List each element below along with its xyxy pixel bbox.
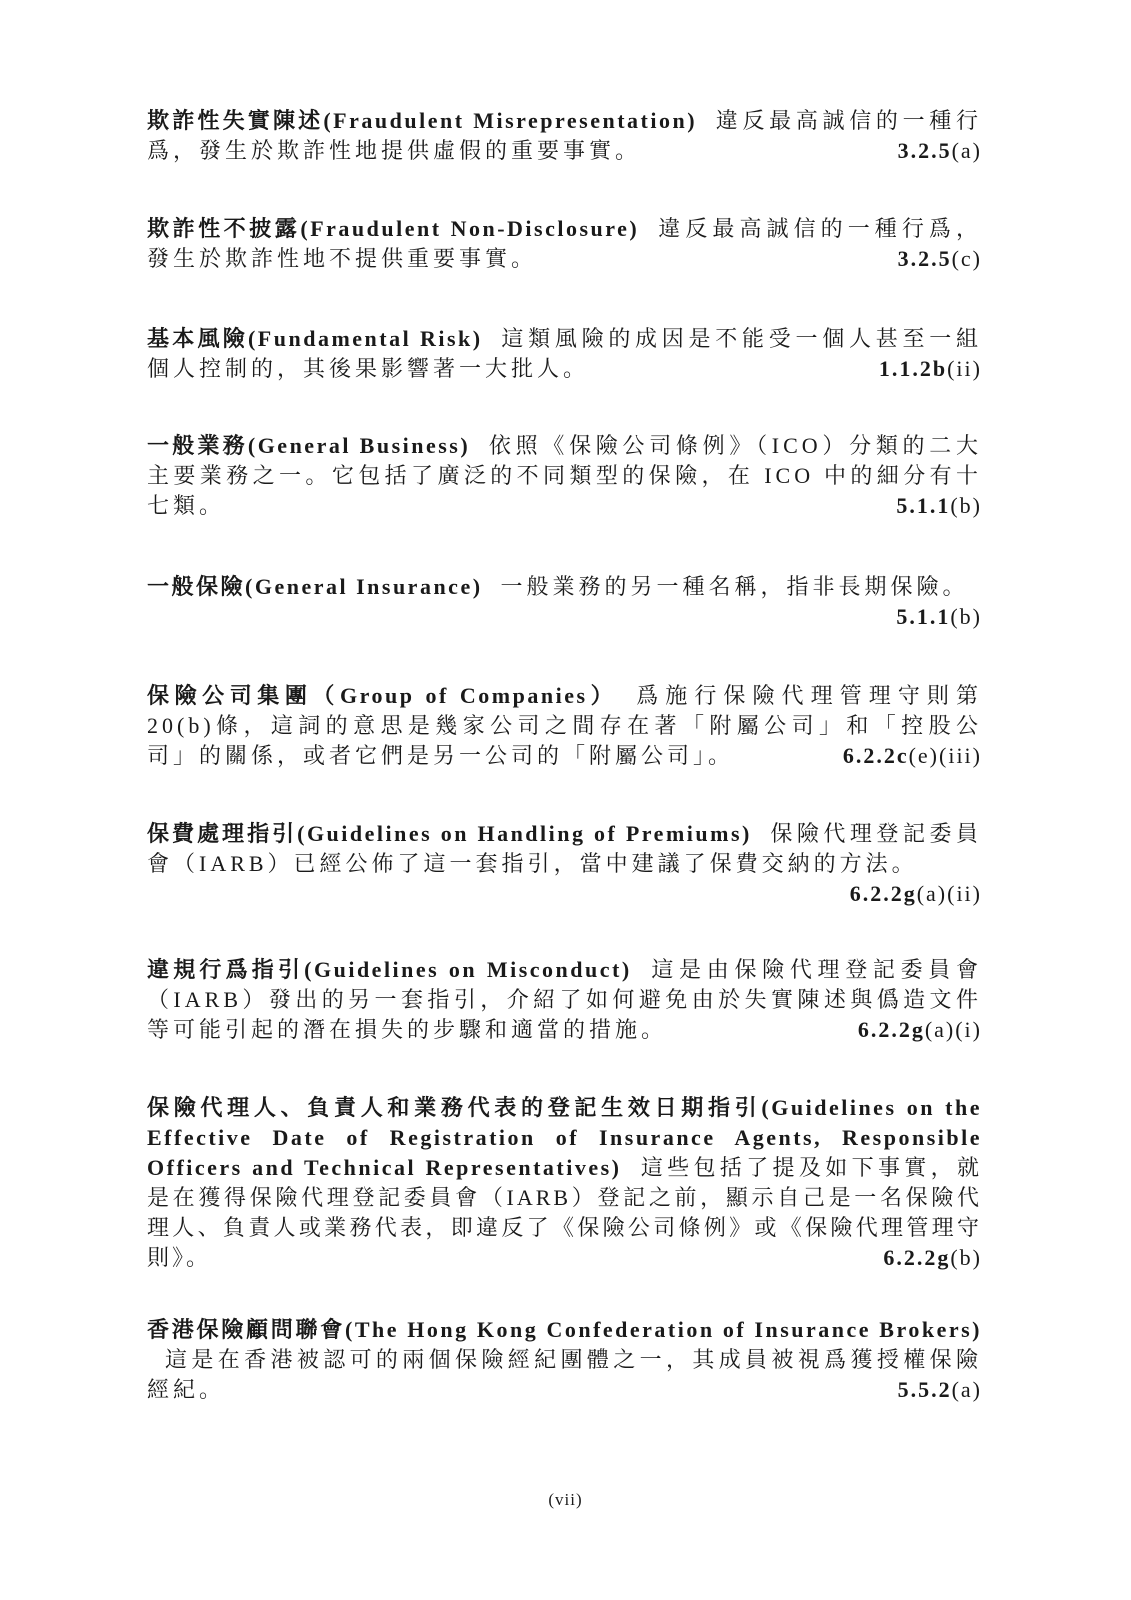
glossary-description: 爲施行保險代理管理守則第20(b)條，這詞的意思是幾家公司之間存在著「附屬公司」和「控股公司」的關係，或者它們是另一公司的「附屬公司」。 (147, 683, 982, 768)
glossary-reference: 5.5.2(a) (897, 1377, 982, 1402)
glossary-term: 一般保險(General Insurance) (147, 574, 483, 599)
glossary-description: 這是在香港被認可的兩個保險經紀團體之一，其成員被視爲獲授權保險經紀。 (147, 1347, 982, 1402)
glossary-description: 違反最高誠信的一種行爲，發生於欺詐性地提供虛假的重要事實。 (147, 108, 982, 163)
glossary-entry-general-insurance (147, 572, 982, 632)
glossary-description: 依照《保險公司條例》（ICO）分類的二大主要業務之一。它包括了廣泛的不同類型的保險，在 ICO 中的細分有十七類。 (147, 433, 982, 518)
glossary-reference: 6.2.2g(b) (883, 1245, 982, 1270)
glossary-reference: 5.1.1(b) (896, 493, 982, 518)
glossary-description: 一般業務的另一種名稱，指非長期保險。 (500, 574, 969, 599)
glossary-reference: 5.1.1(b) (896, 604, 982, 629)
glossary-term: 欺詐性不披露(Fraudulent Non-Disclosure) (147, 216, 640, 241)
glossary-reference: 6.2.2g(a)(ii) (849, 881, 982, 906)
glossary-reference: 6.2.2c(e)(iii) (842, 743, 982, 768)
glossary-term: 基本風險(Fundamental Risk) (147, 326, 483, 351)
glossary-term: 保險公司集團（Group of Companies） (147, 683, 619, 708)
glossary-description: 違反最高誠信的一種行爲，發生於欺詐性地不提供重要事實。 (147, 216, 982, 271)
glossary-reference: 1.1.2b(ii) (878, 356, 982, 381)
glossary-entry-fundamental-risk (147, 324, 982, 384)
glossary-entry-hk-confederation-insurance-brokers (147, 1315, 982, 1405)
glossary-description: 保險代理登記委員會（IARB）已經公佈了這一套指引，當中建議了保費交納的方法。 (147, 821, 982, 876)
glossary-reference: 3.2.5(c) (897, 246, 982, 271)
glossary-entry-fraudulent-misrepresentation (147, 106, 982, 166)
glossary-description: 這些包括了提及如下事實，就是在獲得保險代理登記委員會（IARB）登記之前，顯示自己是一名保險代理人、負責人或業務代表，即違反了《保險公司條例》或《保險代理管理守則》。 (147, 1155, 982, 1270)
glossary-term: 一般業務(General Business) (147, 433, 471, 458)
glossary-term: 違規行爲指引(Guidelines on Misconduct) (147, 957, 632, 982)
glossary-entry-fraudulent-non-disclosure (147, 214, 982, 274)
glossary-entry-guidelines-effective-date (147, 1093, 982, 1273)
glossary-entry-general-business (147, 431, 982, 521)
glossary-reference: 6.2.2g(a)(i) (857, 1017, 982, 1042)
glossary-term: 欺詐性失實陳述(Fraudulent Misrepresentation) (147, 108, 698, 133)
glossary-reference: 3.2.5(a) (897, 138, 982, 163)
glossary-term: 保險代理人、負責人和業務代表的登記生效日期指引(Guidelines on the Effective Date of Registration of Insurance Agents, Responsible Officers and Technical Representatives) (147, 1095, 982, 1180)
page-number: (vii) (548, 1490, 583, 1509)
glossary-term: 保費處理指引(Guidelines on Handling of Premiums) (147, 821, 752, 846)
glossary-term: 香港保險顧問聯會(The Hong Kong Confederation of Insurance Brokers) (147, 1317, 982, 1342)
glossary-entry-group-of-companies (147, 681, 982, 771)
glossary-entry-guidelines-misconduct (147, 955, 982, 1045)
glossary-description: 這是由保險代理登記委員會（IARB）發出的另一套指引，介紹了如何避免由於失實陳述與僞造文件等可能引起的潛在損失的步驟和適當的措施。 (147, 957, 982, 1042)
glossary-entry-guidelines-handling-premiums (147, 819, 982, 909)
glossary-description: 這類風險的成因是不能受一個人甚至一組個人控制的，其後果影響著一大批人。 (147, 326, 982, 381)
